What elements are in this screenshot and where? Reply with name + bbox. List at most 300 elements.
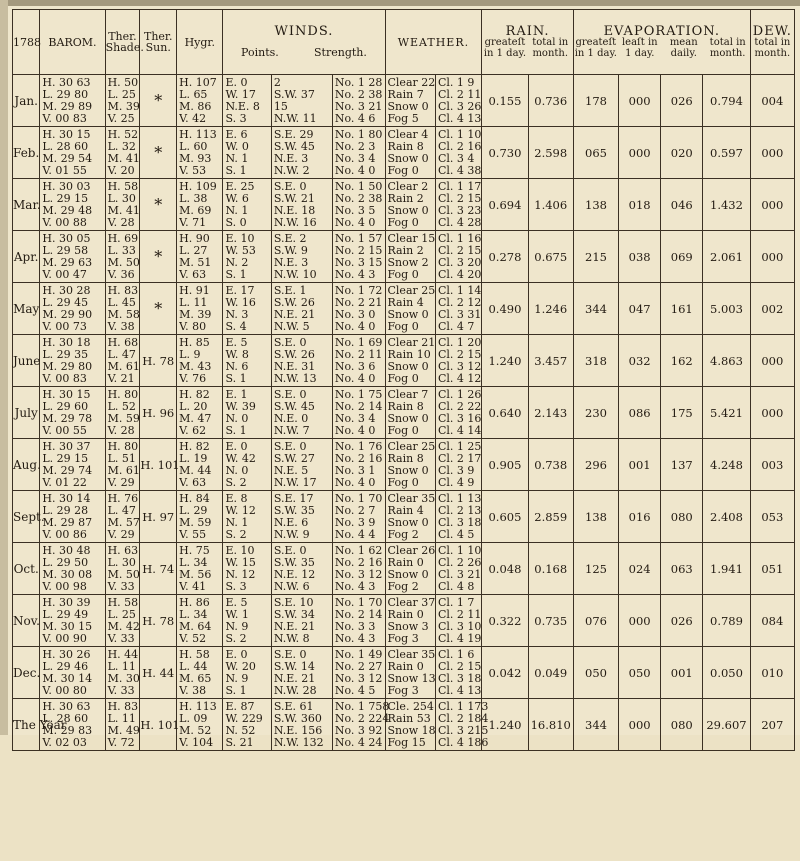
month-value: Sept. [13, 509, 45, 524]
weather-cell [385, 595, 436, 647]
month-row [13, 439, 795, 491]
cl-value: Cl. 2 184 [438, 711, 489, 725]
strength-value: N.W. 2 [273, 163, 310, 177]
cl-value: Cl. 2 22 [438, 399, 482, 413]
points-value: N. 0 [225, 463, 249, 477]
ther-sun-cell [140, 439, 180, 491]
month-row [13, 335, 795, 387]
cloud-cell [436, 595, 482, 647]
hygr-value: V. 63 [179, 475, 207, 489]
evap-least-cell [619, 387, 661, 439]
strength-value: S.E. 29 [273, 127, 314, 141]
wind-strength-cell [271, 543, 332, 595]
evap-value: 026 [670, 613, 693, 628]
points-value: N. 1 [225, 151, 249, 165]
hygr-value: L. 27 [179, 243, 208, 257]
dew-total-cell [750, 127, 794, 179]
weather-cell [385, 387, 436, 439]
evap-value: 050 [628, 665, 651, 680]
points-value: N. 0 [225, 411, 249, 425]
wnum-value: No. 1 70 [334, 491, 383, 505]
evap-mean-cell [661, 75, 703, 127]
cl-value: Cl. 2 15 [438, 659, 482, 673]
wnum-value: No. 1 49 [334, 647, 383, 661]
hygr-value: V. 41 [179, 579, 207, 593]
month-value: Aug. [13, 457, 41, 472]
shade-value: L. 45 [107, 295, 136, 309]
strength-value: S.W. 360 [273, 711, 322, 725]
month-value: July [14, 405, 38, 420]
ther-sun-cell [140, 595, 177, 647]
cl-value: Cl. 4 186 [438, 735, 489, 749]
wnum-value: No. 4 3 [334, 267, 376, 281]
sun-value: H. 78 [142, 613, 175, 628]
cl-value: Cl. 1 25 [438, 439, 482, 453]
rain-greatest-cell [482, 335, 528, 387]
month-label [13, 595, 40, 647]
strength-value: S.W. 14 [273, 659, 315, 673]
hygr-value: L. 20 [179, 399, 208, 413]
month-row [13, 543, 795, 595]
barom-value: M. 30 15 [42, 619, 93, 633]
page-edge [0, 0, 8, 740]
strength-value: S.W. 45 [273, 399, 315, 413]
wind-number-cell [332, 699, 390, 751]
wnum-value: No. 3 21 [334, 99, 383, 113]
weather-value: Snow 13 [387, 671, 436, 685]
wnum-value: No. 1 72 [334, 283, 383, 297]
wnum-value: No. 4 0 [334, 475, 376, 489]
month-row [13, 75, 795, 127]
evap-greatest-cell [573, 127, 618, 179]
wnum-value: No. 4 0 [334, 163, 376, 177]
barom-value: H. 30 28 [42, 283, 91, 297]
shade-value: H. 80 [107, 439, 139, 453]
ther-sun-cell [140, 283, 177, 335]
cl-value: Cl. 2 13 [438, 503, 482, 517]
strength-value: N.E. 21 [273, 619, 316, 633]
wnum-value: No. 3 3 [334, 619, 376, 633]
hygr-value: L. 19 [179, 451, 208, 465]
weather-cell [385, 699, 436, 751]
weather-value: Rain 7 [387, 87, 424, 101]
evap-mean-cell [661, 595, 703, 647]
hygr-cell [177, 699, 223, 751]
rain-value: 0.905 [488, 457, 522, 472]
weather-value: Rain 8 [387, 451, 424, 465]
wnum-value: No. 1 758 [334, 699, 390, 713]
evap-least-cell [619, 127, 661, 179]
hygr-value: M. 64 [179, 619, 212, 633]
blank-paper-area [0, 735, 800, 861]
barom-cell [40, 647, 105, 699]
points-value: W. 1 [225, 607, 249, 621]
rain-greatest-cell [482, 283, 528, 335]
evap-total-cell [703, 179, 750, 231]
points-value: E. 0 [225, 647, 248, 661]
weather-cell [385, 127, 436, 179]
cl-value: Cl. 1 10 [438, 543, 482, 557]
points-value: W. 229 [225, 711, 263, 725]
evap-value: 5.003 [710, 301, 743, 316]
shade-value: M. 41 [107, 203, 140, 217]
evap-value: 016 [628, 509, 651, 524]
weather-value: Fog 0 [387, 319, 419, 333]
month-label [13, 283, 40, 335]
rain-total-cell [528, 335, 573, 387]
points-value: N. 1 [225, 515, 249, 529]
shade-value: V. 28 [107, 423, 135, 437]
points-value: W. 6 [225, 191, 249, 205]
strength-value: 2 [273, 75, 281, 89]
barom-value: M. 30 08 [42, 567, 93, 581]
evap-value: 138 [585, 509, 607, 524]
weather-value: Rain 2 [387, 191, 424, 205]
points-value: E. 17 [225, 283, 255, 297]
evap-value: 4.863 [710, 353, 743, 368]
strength-value: N.W. 7 [273, 423, 310, 437]
hygr-value: V. 76 [179, 371, 207, 385]
weather-value: Rain 8 [387, 139, 424, 153]
cl-value: Cl. 3 10 [438, 619, 482, 633]
wind-number-cell [332, 595, 385, 647]
evap-value: 344 [585, 301, 607, 316]
evap-value: 296 [585, 457, 607, 472]
strength-value: S.W. 21 [273, 191, 315, 205]
sun-value: H. 74 [142, 561, 175, 576]
evap-least-cell [619, 543, 661, 595]
rain-greatest-cell [482, 699, 528, 751]
rain-value: 0.168 [534, 561, 568, 576]
wind-strength-cell [271, 439, 332, 491]
points-value: W. 12 [225, 503, 256, 517]
strength-value: N.E. 3 [273, 151, 309, 165]
wind-number-cell [332, 491, 385, 543]
dew-value: 084 [761, 613, 784, 628]
cl-value: Cl. 1 13 [438, 491, 482, 505]
cl-value: Cl. 4 8 [438, 579, 475, 593]
evap-value: 0.794 [710, 93, 743, 108]
strength-value: S.E. 10 [273, 595, 314, 609]
evap-mean-cell [661, 439, 703, 491]
dew-total-cell [750, 75, 794, 127]
barom-value: L. 29 15 [42, 451, 89, 465]
wind-number-cell [332, 127, 385, 179]
evap-value: 137 [670, 457, 693, 472]
month-label [13, 491, 45, 543]
barom-value: M. 29 74 [42, 463, 93, 477]
wnum-value: No. 1 57 [334, 231, 383, 245]
wnum-value: No. 4 3 [334, 579, 376, 593]
wnum-value: No. 3 6 [334, 359, 376, 373]
shade-value: L. 47 [107, 347, 136, 361]
dew-total-cell [750, 231, 794, 283]
barom-value: H. 30 48 [42, 543, 91, 557]
wnum-value: No. 4 24 [334, 735, 383, 749]
cl-value: Cl. 4 20 [438, 267, 482, 281]
hygr-value: V. 53 [179, 163, 207, 177]
evap-value: 000 [628, 717, 651, 732]
ther-shade-cell [105, 387, 140, 439]
hygr-value: H. 91 [179, 283, 210, 297]
cl-value: Cl. 2 12 [438, 295, 482, 309]
rain-total-cell [528, 595, 573, 647]
shade-value: L. 11 [107, 659, 136, 673]
cloud-cell [436, 491, 482, 543]
top-border [0, 0, 800, 6]
weather-value: Snow 0 [387, 99, 429, 113]
evap-value: 2.061 [710, 249, 743, 264]
wnum-value: No. 3 4 [334, 411, 376, 425]
cl-value: Cl. 2 16 [438, 139, 482, 153]
hygr-value: L. 29 [179, 503, 208, 517]
evap-value: 178 [585, 93, 607, 108]
dew-value: 000 [761, 197, 784, 212]
points-value: W. 17 [225, 87, 256, 101]
barom-value: L. 28 60 [42, 711, 89, 725]
points-value: S. 1 [225, 683, 247, 697]
weather-cell [385, 491, 436, 543]
shade-value: H. 76 [107, 491, 139, 505]
weather-value: Clear 2 [387, 179, 429, 193]
hygr-value: M. 69 [179, 203, 212, 217]
cl-value: Cl. 2 17 [438, 451, 482, 465]
evap-mean-cell [661, 283, 703, 335]
weather-value: Clear 15 [387, 231, 436, 245]
evap-least-cell [619, 595, 661, 647]
strength-value: N.E. 18 [273, 203, 316, 217]
cl-value: Cl. 2 11 [438, 607, 482, 621]
barom-value: V. 01 55 [42, 163, 87, 177]
month-value: May [13, 301, 40, 316]
month-value: Mar. [13, 197, 41, 212]
barom-value: H. 30 37 [42, 439, 91, 453]
weather-value: Clear 22 [387, 75, 436, 89]
shade-value: H. 68 [107, 335, 139, 349]
ther-shade-cell [105, 647, 140, 699]
weather-value: Snow 0 [387, 307, 429, 321]
barom-value: L. 29 50 [42, 555, 89, 569]
hygr-value: H. 113 [179, 127, 217, 141]
points-value: W. 42 [225, 451, 256, 465]
wind-number-cell [332, 439, 385, 491]
sun-value: * [154, 195, 163, 214]
barom-value: V. 00 83 [42, 111, 87, 125]
weather-value: Clear 35 [387, 491, 436, 505]
strength-value: S.W. 26 [273, 347, 315, 361]
rain-value: 16.810 [530, 717, 571, 732]
hygr-cell [177, 127, 223, 179]
rain-value: 0.490 [488, 301, 522, 316]
wnum-value: No. 2 224 [334, 711, 390, 725]
hygr-value: L. 65 [179, 87, 208, 101]
rain-value: 2.598 [534, 145, 568, 160]
weather-value: Clear 4 [387, 127, 429, 141]
strength-value: N.E. 6 [273, 515, 309, 529]
weather-value: Snow 0 [387, 567, 429, 581]
strength-value: N.W. 6 [273, 579, 310, 593]
hygr-value: M. 44 [179, 463, 212, 477]
strength-value: N.W. 10 [273, 267, 317, 281]
rain-greatest-cell [482, 127, 528, 179]
evap-total-cell [703, 75, 750, 127]
ther-shade-cell [105, 127, 140, 179]
weather-register-table [12, 9, 795, 751]
rain-value: 0.735 [534, 613, 568, 628]
barom-value: V. 02 03 [42, 735, 87, 749]
shade-value: V. 29 [107, 527, 135, 541]
rain-value: 0.730 [488, 145, 522, 160]
hygr-value: H. 85 [179, 335, 210, 349]
evap-total-cell [703, 387, 750, 439]
points-value: N. 52 [225, 723, 256, 737]
evap-value: 046 [670, 197, 693, 212]
hygr-value: M. 51 [179, 255, 212, 269]
wnum-value: No. 3 12 [334, 671, 383, 685]
strength-value: N.E. 5 [273, 463, 309, 477]
month-value: The Year [13, 717, 67, 732]
shade-value: V. 33 [107, 579, 135, 593]
wind-number-cell [332, 543, 385, 595]
weather-value: Fog 0 [387, 267, 419, 281]
wind-strength-cell [271, 595, 332, 647]
cloud-cell [436, 283, 482, 335]
evap-total-cell [703, 595, 750, 647]
points-value: E. 87 [225, 699, 255, 713]
wnum-value: No. 2 11 [334, 347, 383, 361]
evap-least-cell [619, 231, 661, 283]
rain-total-cell [528, 699, 573, 751]
month-label [13, 335, 40, 387]
dew-total-cell [750, 543, 794, 595]
strength-value: N.E. 21 [273, 671, 316, 685]
evap-value: 076 [585, 613, 607, 628]
evap-least-cell [619, 283, 661, 335]
rain-greatest-cell [482, 491, 528, 543]
strength-value: N.W. 28 [273, 683, 317, 697]
rain-value: 1.406 [534, 197, 568, 212]
cl-value: Cl. 4 12 [438, 371, 482, 385]
weather-value: Clear 35 [387, 647, 436, 661]
barom-value: M. 29 63 [42, 255, 93, 269]
cl-value: Cl. 2 26 [438, 555, 482, 569]
evap-value: 215 [585, 249, 607, 264]
hygr-value: L. 60 [179, 139, 208, 153]
rain-greatest-cell [482, 387, 528, 439]
cl-value: Cl. 3 12 [438, 359, 482, 373]
weather-value: Snow 0 [387, 463, 429, 477]
strength-value: N.E. 0 [273, 411, 309, 425]
shade-value: H. 58 [107, 595, 139, 609]
barom-value: V. 00 98 [42, 579, 87, 593]
shade-value: M. 42 [107, 619, 140, 633]
strength-value: N.W. 11 [273, 111, 317, 125]
barom-value: M. 29 87 [42, 515, 93, 529]
wind-number-cell [332, 75, 385, 127]
weather-value: Fog 2 [387, 527, 419, 541]
hygr-cell [177, 335, 223, 387]
barom-cell [40, 699, 105, 751]
hygr-value: L. 9 [179, 347, 201, 361]
points-value: E. 5 [225, 595, 248, 609]
evap-total-cell [703, 127, 750, 179]
hygr-header: Hygr. [177, 10, 223, 75]
cl-value: Cl. 3 21 [438, 567, 482, 581]
wind-strength-cell [271, 75, 332, 127]
month-value: Jan. [14, 93, 38, 108]
evap-greatest-cell [573, 699, 618, 751]
cl-value: Cl. 3 23 [438, 203, 482, 217]
sun-value: H. 97 [142, 509, 175, 524]
barom-cell [40, 75, 105, 127]
weather-value: Snow 0 [387, 203, 429, 217]
points-value: N. 2 [225, 255, 249, 269]
barom-cell [40, 231, 105, 283]
sun-value: H. 78 [142, 353, 175, 368]
wind-points-cell [223, 283, 271, 335]
barom-value: H. 30 39 [42, 595, 91, 609]
weather-cell [385, 647, 436, 699]
rain-total-cell [528, 647, 573, 699]
wnum-value: No. 2 7 [334, 503, 376, 517]
shade-value: L. 51 [107, 451, 136, 465]
wind-points-cell [223, 439, 271, 491]
wind-number-cell [332, 647, 385, 699]
weather-cell [385, 179, 436, 231]
cl-value: Cl. 2 15 [438, 243, 482, 257]
wnum-value: No. 4 0 [334, 215, 376, 229]
points-value: E. 8 [225, 491, 248, 505]
dew-total-cell [750, 439, 794, 491]
dew-value: 051 [761, 561, 784, 576]
evaporation-header: EVAPORATION. greateſt in 1 day. leaſt in 1 day. mean daily. total in month. [573, 10, 750, 75]
month-value: Nov. [13, 613, 40, 628]
weather-cell [385, 335, 436, 387]
shade-value: V. 72 [107, 735, 135, 749]
wnum-value: No. 2 27 [334, 659, 383, 673]
cl-value: Cl. 4 13 [438, 683, 482, 697]
hygr-value: M. 43 [179, 359, 212, 373]
wnum-value: No. 4 0 [334, 423, 376, 437]
weather-value: Fog 2 [387, 579, 419, 593]
shade-value: M. 50 [107, 567, 140, 581]
month-label [13, 127, 40, 179]
barom-value: V. 00 86 [42, 527, 87, 541]
shade-value: M. 30 [107, 671, 140, 685]
rain-value: 0.640 [488, 405, 522, 420]
evap-value: 020 [670, 145, 693, 160]
dew-value: 053 [761, 509, 784, 524]
shade-value: V. 36 [107, 267, 135, 281]
hygr-value: H. 75 [179, 543, 210, 557]
barom-value: L. 29 80 [42, 87, 89, 101]
points-value: S. 0 [225, 215, 247, 229]
month-value: Dec. [13, 665, 41, 680]
rain-greatest-cell [482, 647, 528, 699]
hygr-value: L. 09 [179, 711, 208, 725]
hygr-value: V. 42 [179, 111, 207, 125]
evap-value: 000 [628, 93, 651, 108]
evap-value: 080 [670, 717, 693, 732]
sun-value: H. 96 [142, 405, 175, 420]
weather-value: Snow 0 [387, 359, 429, 373]
rain-value: 0.736 [534, 93, 568, 108]
barom-value: H. 30 03 [42, 179, 91, 193]
month-value: June [13, 353, 41, 368]
winds-header: WINDS. Points. Strength. [223, 10, 385, 75]
cloud-cell [436, 75, 482, 127]
evap-total-cell [703, 439, 750, 491]
